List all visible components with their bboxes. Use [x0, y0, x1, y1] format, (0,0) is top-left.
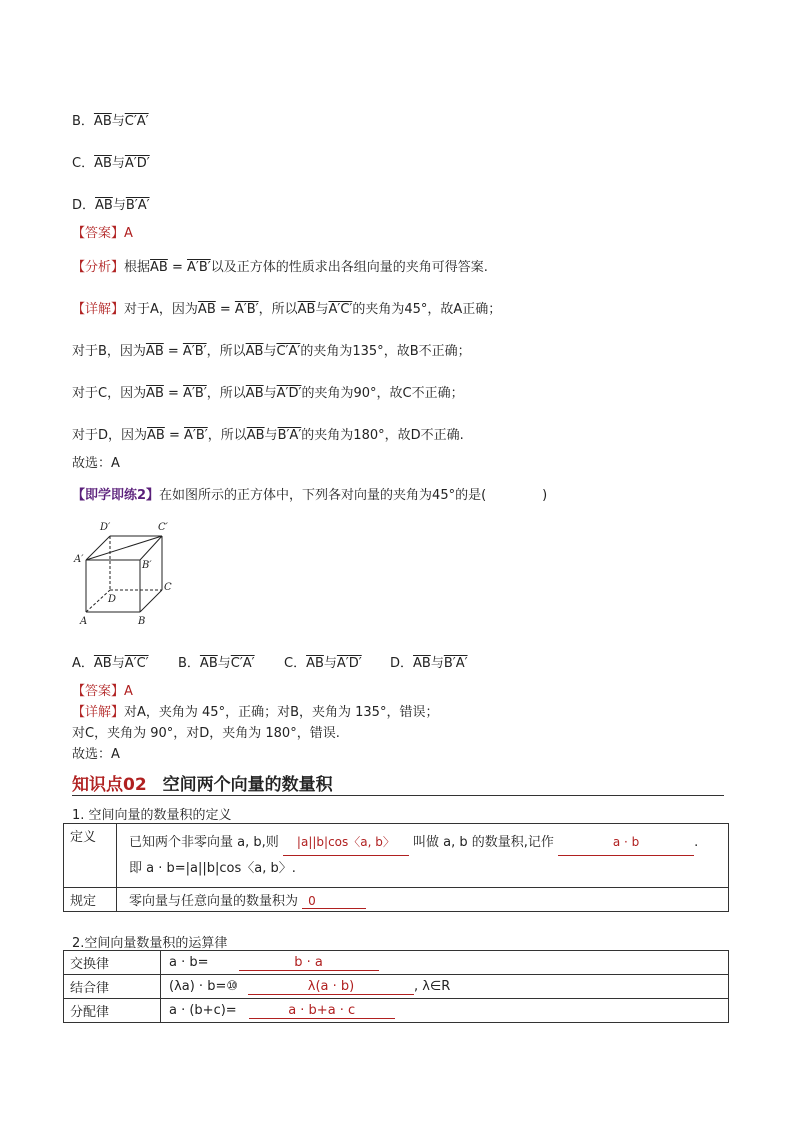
vector: $\overline{AB}$	[306, 656, 324, 671]
text: 的夹角为	[352, 302, 405, 317]
vector: A′B′	[182, 344, 207, 359]
analysis-tag: 【分析】	[72, 260, 125, 275]
practice-option-c[interactable]	[284, 652, 362, 671]
detail-tag: 【详解】	[72, 705, 125, 720]
def-heading: 1. 空间向量的数量积的定义	[72, 808, 232, 823]
edge	[140, 590, 162, 612]
answer-2	[72, 680, 133, 699]
vector: C′A′	[124, 114, 149, 129]
analysis-line	[72, 256, 488, 275]
text: (λa) · b=⑩	[169, 978, 238, 994]
vector: $\overline{AB}$	[147, 428, 165, 443]
conj: 与	[217, 656, 231, 671]
label-dp: D′	[100, 522, 111, 533]
law-expr	[161, 951, 729, 975]
detail-tag: 【详解】	[72, 302, 125, 317]
choice-2: 故选：A	[72, 747, 120, 762]
practice-detail-line1	[72, 701, 438, 720]
vector: B′A′	[277, 428, 302, 443]
cube-figure	[72, 516, 182, 626]
text: 的夹角为	[300, 344, 353, 359]
text: , λ∈R	[414, 978, 451, 994]
option-letter: B．	[72, 114, 94, 129]
detail-line-d	[72, 424, 464, 443]
option-d-prev	[72, 194, 150, 213]
law-name: 分配律	[64, 999, 161, 1023]
vector: $\overline{AB}$	[95, 198, 113, 213]
law-heading: 2.空间向量数量积的运算律	[72, 936, 228, 951]
text: =	[215, 302, 235, 317]
rule-row-label: 规定	[64, 888, 117, 912]
vector: $\overline{AB}$	[197, 302, 216, 317]
blank-answer: a · b+a · c	[249, 1003, 395, 1019]
practice-tag: 【即学即练2】	[72, 488, 160, 503]
text: =	[163, 344, 183, 359]
question-text: 在如图所示的正方体中，下列各对向量的夹角为45°的是(	[159, 488, 487, 503]
detail-line-c	[72, 382, 464, 401]
text: 与	[263, 386, 277, 401]
rule-row-content	[117, 888, 729, 912]
label-cp: C′	[158, 522, 168, 533]
vector: B′A′	[125, 198, 150, 213]
law-expr	[161, 975, 729, 999]
text: =	[163, 386, 184, 401]
option-letter: B．	[178, 656, 200, 671]
option-b-prev	[72, 110, 149, 129]
practice-option-b[interactable]	[178, 652, 255, 671]
text: 对A，夹角为 45°，正确；对B，夹角为 135°，错误；	[124, 705, 439, 720]
definition-table	[63, 823, 729, 912]
vector: $\overline{AB}$	[245, 344, 264, 359]
label-bp: B′	[142, 560, 152, 571]
option-letter: A．	[72, 656, 94, 671]
conj: 与	[323, 656, 337, 671]
practice-option-d[interactable]	[390, 652, 468, 671]
practice-detail-line2: 对C，夹角为 90°，对D，夹角为 180°，错误.	[72, 726, 340, 741]
law-expr	[161, 999, 729, 1023]
text: a · (b+c)=	[169, 1002, 237, 1018]
answer-tag: 【答案】	[72, 684, 125, 699]
text: .	[694, 835, 699, 850]
angle: 45°	[404, 302, 428, 317]
label-b: B	[138, 616, 146, 626]
blank-answer: λ(a · b)	[248, 979, 414, 995]
hidden-edge	[86, 590, 110, 612]
text: ，所以	[258, 302, 298, 317]
vector: B′A′	[443, 656, 468, 671]
vector: $\overline{AB}$	[93, 114, 112, 129]
answer-value: A	[124, 684, 133, 699]
option-c-prev	[72, 152, 150, 171]
section-number: 知识点02	[72, 775, 147, 795]
vector: A′B′	[183, 386, 207, 401]
angle: 90°	[353, 386, 377, 401]
vector: $\overline{AB}$	[93, 656, 112, 671]
law-name: 交换律	[64, 951, 161, 975]
answer-tag: 【答案】	[72, 226, 125, 241]
vector: C′A′	[230, 656, 255, 671]
option-letter: D．	[390, 656, 414, 671]
vector: $\overline{AB}$	[297, 302, 316, 317]
conj: 与	[111, 656, 125, 671]
text: 与	[315, 302, 329, 317]
vector: C′A′	[276, 344, 301, 359]
text: 与	[263, 344, 277, 359]
text: ，所以	[207, 428, 247, 443]
vector: $\overline{AB}$	[150, 260, 168, 275]
text: 零向量与任意向量的数量积为	[129, 894, 299, 909]
label-d: D	[108, 594, 117, 605]
text: 对于C，因为	[72, 386, 147, 401]
text: a · b=	[169, 954, 209, 970]
blank-answer: a · b	[558, 829, 694, 856]
answer-1	[72, 222, 133, 241]
question-close: )	[542, 488, 548, 503]
answer-value: A	[124, 226, 133, 241]
vector: A′C′	[124, 656, 149, 671]
text: ，所以	[206, 386, 246, 401]
option-letter: D．	[72, 198, 96, 213]
vector: $\overline{AB}$	[245, 386, 264, 401]
text: ，故A正确；	[427, 302, 502, 317]
text: =	[167, 260, 188, 275]
label-ap: A′	[74, 554, 84, 565]
conj: 与	[112, 198, 126, 213]
label-a: A	[80, 616, 88, 626]
vector: A′D′	[336, 656, 362, 671]
text: ，故B不正确；	[383, 344, 471, 359]
vector: $\overline{AB}$	[413, 656, 431, 671]
text: =	[164, 428, 184, 443]
text: 已知两个非零向量 a, b,则	[129, 835, 279, 850]
label-c: C	[164, 582, 172, 593]
text: 的夹角为	[301, 428, 354, 443]
text: 对于B，因为	[72, 344, 146, 359]
angle: 180°	[353, 428, 385, 443]
vector: A′C′	[328, 302, 353, 317]
section-heading	[72, 770, 333, 795]
choice-1: 故选：A	[72, 456, 120, 471]
conj: 与	[111, 114, 125, 129]
vector: A′B′	[184, 428, 208, 443]
vector: A′D′	[124, 156, 150, 171]
def-row-content	[117, 824, 729, 888]
detail-line-b	[72, 340, 471, 359]
vector: $\overline{AB}$	[199, 656, 218, 671]
option-letter: C．	[284, 656, 307, 671]
text: 根据	[124, 260, 151, 275]
text: ，故C不正确；	[376, 386, 464, 401]
text: 叫做 a, b 的数量积,记作	[413, 835, 554, 850]
text: 与	[264, 428, 278, 443]
practice-2-question	[72, 484, 547, 503]
vector: A′D′	[276, 386, 302, 401]
vector: $\overline{AB}$	[146, 386, 164, 401]
law-table	[63, 950, 729, 1023]
text: 即 a · b=|a||b|cos〈a, b〉.	[129, 861, 296, 876]
section-title: 空间两个向量的数量积	[162, 775, 333, 795]
law-name: 结合律	[64, 975, 161, 999]
angle: 135°	[352, 344, 384, 359]
conj: 与	[430, 656, 444, 671]
vector: A′B′	[187, 260, 211, 275]
text: 对于A，因为	[124, 302, 198, 317]
text: 以及正方体的性质求出各组向量的夹角可得答案.	[210, 260, 488, 275]
detail-line-a	[72, 298, 501, 317]
vector: $\overline{AB}$	[145, 344, 164, 359]
vector: A′B′	[234, 302, 259, 317]
text: 的夹角为	[301, 386, 354, 401]
blank-answer: 0	[302, 894, 366, 909]
section-rule	[72, 795, 724, 796]
text: ，所以	[206, 344, 246, 359]
blank-answer: |a||b|cos〈a, b〉	[283, 829, 409, 856]
blank-answer: b · a	[239, 955, 379, 971]
practice-option-a[interactable]	[72, 652, 149, 671]
text: 对于D，因为	[72, 428, 148, 443]
vector: $\overline{AB}$	[94, 156, 112, 171]
conj: 与	[111, 156, 125, 171]
text: ，故D不正确.	[384, 428, 464, 443]
def-row-label: 定义	[64, 824, 117, 888]
option-letter: C．	[72, 156, 95, 171]
vector: $\overline{AB}$	[246, 428, 265, 443]
